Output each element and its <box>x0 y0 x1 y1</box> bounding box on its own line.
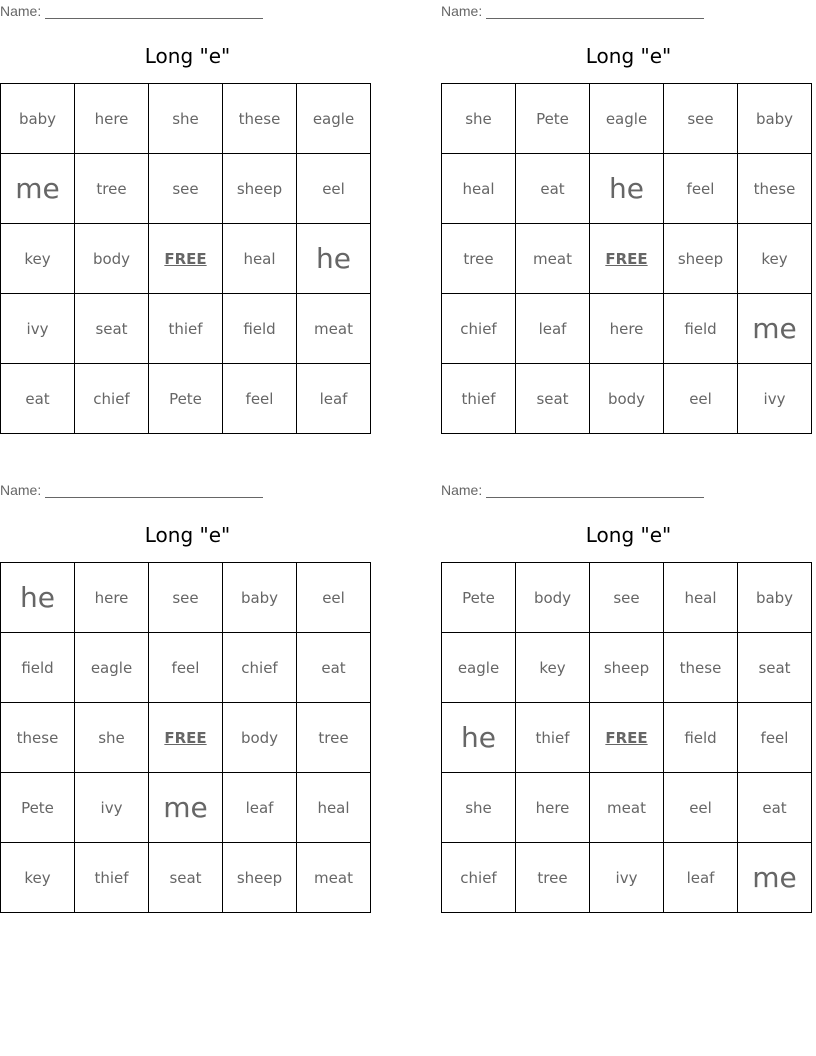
grid-cell[interactable]: me <box>149 773 223 843</box>
grid-cell[interactable]: heal <box>442 154 516 224</box>
grid-row <box>1 703 371 773</box>
grid-row <box>1 364 371 434</box>
name-label: Name: <box>441 3 483 19</box>
grid-row <box>1 154 371 224</box>
grid-cell[interactable]: eel <box>664 364 738 434</box>
grid-cell[interactable]: heal <box>664 563 738 633</box>
grid-cell[interactable]: baby <box>738 84 812 154</box>
grid-cell[interactable]: seat <box>516 364 590 434</box>
grid-cell[interactable]: tree <box>516 843 590 913</box>
grid-cell[interactable]: key <box>516 633 590 703</box>
grid-cell[interactable]: field <box>223 294 297 364</box>
grid-cell[interactable]: body <box>75 224 149 294</box>
grid-cell[interactable]: eat <box>1 364 75 434</box>
name-field <box>441 3 704 19</box>
grid-cell[interactable]: sheep <box>223 843 297 913</box>
grid-cell[interactable]: ivy <box>738 364 812 434</box>
grid-cell[interactable]: chief <box>442 294 516 364</box>
grid-cell[interactable]: thief <box>516 703 590 773</box>
grid-cell[interactable]: she <box>149 84 223 154</box>
grid-cell[interactable]: thief <box>75 843 149 913</box>
grid-cell[interactable]: these <box>664 633 738 703</box>
grid-row <box>442 633 812 703</box>
bingo-grid <box>0 83 371 434</box>
grid-cell[interactable]: me <box>738 294 812 364</box>
grid-cell[interactable]: eat <box>297 633 371 703</box>
grid-cell[interactable]: meat <box>516 224 590 294</box>
grid-cell[interactable]: she <box>442 84 516 154</box>
grid-cell[interactable]: thief <box>149 294 223 364</box>
bingo-grid <box>441 562 812 913</box>
grid-cell[interactable]: these <box>738 154 812 224</box>
grid-row <box>442 294 812 364</box>
grid-cell[interactable]: sheep <box>590 633 664 703</box>
grid-cell[interactable]: tree <box>75 154 149 224</box>
grid-cell[interactable]: chief <box>223 633 297 703</box>
grid-cell[interactable]: Pete <box>149 364 223 434</box>
grid-cell[interactable]: eagle <box>75 633 149 703</box>
grid-cell[interactable]: eat <box>516 154 590 224</box>
grid-cell[interactable]: seat <box>149 843 223 913</box>
grid-cell[interactable]: here <box>516 773 590 843</box>
grid-cell[interactable]: heal <box>297 773 371 843</box>
name-label: Name: <box>441 482 483 498</box>
grid-cell[interactable]: he <box>590 154 664 224</box>
card-title: Long "e" <box>144 523 231 547</box>
grid-cell[interactable]: leaf <box>223 773 297 843</box>
grid-row <box>1 563 371 633</box>
grid-cell[interactable]: sheep <box>664 224 738 294</box>
card-title: Long "e" <box>144 44 231 68</box>
grid-row <box>442 773 812 843</box>
grid-cell[interactable]: see <box>149 563 223 633</box>
grid-cell[interactable]: seat <box>75 294 149 364</box>
name-field <box>441 482 704 498</box>
name-field <box>0 3 263 19</box>
card-title: Long "e" <box>585 44 672 68</box>
grid-row <box>442 224 812 294</box>
grid-cell[interactable]: feel <box>738 703 812 773</box>
grid-row <box>1 224 371 294</box>
grid-cell[interactable]: he <box>1 563 75 633</box>
grid-cell[interactable]: field <box>664 294 738 364</box>
grid-cell[interactable]: these <box>1 703 75 773</box>
name-field <box>0 482 263 498</box>
grid-cell[interactable]: meat <box>590 773 664 843</box>
grid-row <box>442 563 812 633</box>
grid-cell[interactable]: body <box>590 364 664 434</box>
grid-cell[interactable]: Pete <box>1 773 75 843</box>
grid-cell[interactable]: sheep <box>223 154 297 224</box>
grid-cell[interactable]: field <box>1 633 75 703</box>
name-line[interactable] <box>45 485 263 498</box>
bingo-grid <box>0 562 371 913</box>
free-space[interactable]: FREE <box>149 224 223 294</box>
grid-cell[interactable]: feel <box>149 633 223 703</box>
grid-cell[interactable]: body <box>223 703 297 773</box>
grid-cell[interactable]: ivy <box>1 294 75 364</box>
grid-cell[interactable]: thief <box>442 364 516 434</box>
grid-row <box>442 364 812 434</box>
grid-cell[interactable]: key <box>1 843 75 913</box>
grid-row <box>1 633 371 703</box>
grid-cell[interactable]: me <box>738 843 812 913</box>
grid-cell[interactable]: these <box>223 84 297 154</box>
grid-cell[interactable]: tree <box>297 703 371 773</box>
grid-row <box>442 843 812 913</box>
grid-cell[interactable]: ivy <box>75 773 149 843</box>
grid-cell[interactable]: me <box>1 154 75 224</box>
bingo-grid <box>441 83 812 434</box>
grid-cell[interactable]: eagle <box>297 84 371 154</box>
free-space[interactable]: FREE <box>149 703 223 773</box>
grid-cell[interactable]: here <box>75 84 149 154</box>
grid-cell[interactable]: eagle <box>590 84 664 154</box>
grid-cell[interactable]: here <box>75 563 149 633</box>
name-line[interactable] <box>486 6 704 19</box>
name-line[interactable] <box>486 485 704 498</box>
grid-cell[interactable]: field <box>664 703 738 773</box>
free-space[interactable]: FREE <box>590 224 664 294</box>
grid-cell[interactable]: seat <box>738 633 812 703</box>
grid-cell[interactable]: baby <box>223 563 297 633</box>
grid-cell[interactable]: baby <box>1 84 75 154</box>
grid-cell[interactable]: key <box>1 224 75 294</box>
grid-cell[interactable]: tree <box>442 224 516 294</box>
grid-cell[interactable]: feel <box>223 364 297 434</box>
card-title: Long "e" <box>585 523 672 547</box>
grid-cell[interactable]: meat <box>297 843 371 913</box>
grid-cell[interactable]: feel <box>664 154 738 224</box>
grid-cell[interactable]: see <box>664 84 738 154</box>
grid-cell[interactable]: body <box>516 563 590 633</box>
grid-cell[interactable]: heal <box>223 224 297 294</box>
name-label: Name: <box>0 3 42 19</box>
grid-cell[interactable]: ivy <box>590 843 664 913</box>
grid-cell[interactable]: see <box>590 563 664 633</box>
grid-cell[interactable]: leaf <box>297 364 371 434</box>
grid-row <box>442 84 812 154</box>
grid-cell[interactable]: leaf <box>516 294 590 364</box>
grid-cell[interactable]: meat <box>297 294 371 364</box>
grid-cell[interactable]: eel <box>297 154 371 224</box>
grid-cell[interactable]: eel <box>297 563 371 633</box>
grid-cell[interactable]: eagle <box>442 633 516 703</box>
grid-cell[interactable]: he <box>297 224 371 294</box>
grid-cell[interactable]: Pete <box>442 563 516 633</box>
grid-row <box>1 843 371 913</box>
grid-cell[interactable]: baby <box>738 563 812 633</box>
grid-cell[interactable]: eel <box>664 773 738 843</box>
grid-cell[interactable]: chief <box>442 843 516 913</box>
name-label: Name: <box>0 482 42 498</box>
grid-row <box>1 294 371 364</box>
grid-cell[interactable]: she <box>75 703 149 773</box>
grid-cell[interactable]: see <box>149 154 223 224</box>
grid-cell[interactable]: chief <box>75 364 149 434</box>
grid-row <box>442 154 812 224</box>
grid-row <box>442 703 812 773</box>
grid-cell[interactable]: he <box>442 703 516 773</box>
free-space[interactable]: FREE <box>590 703 664 773</box>
grid-cell[interactable]: leaf <box>664 843 738 913</box>
grid-row <box>1 773 371 843</box>
grid-cell[interactable]: eat <box>738 773 812 843</box>
grid-cell[interactable]: Pete <box>516 84 590 154</box>
grid-cell[interactable]: she <box>442 773 516 843</box>
grid-row <box>1 84 371 154</box>
grid-cell[interactable]: key <box>738 224 812 294</box>
grid-cell[interactable]: here <box>590 294 664 364</box>
name-line[interactable] <box>45 6 263 19</box>
